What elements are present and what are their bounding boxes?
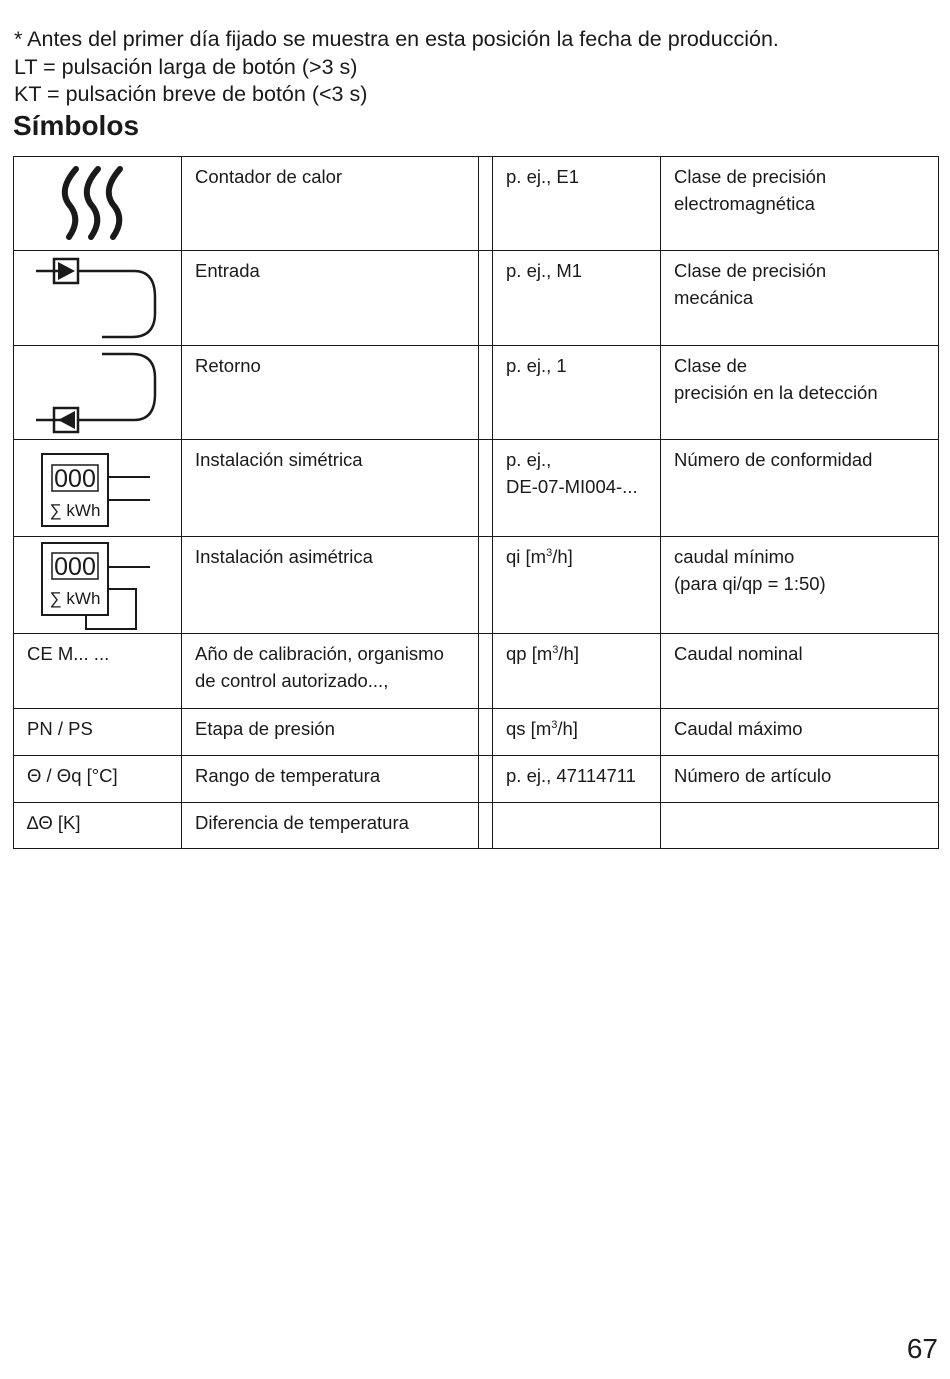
symmetric-installation-icon [14,440,182,536]
code-cell [493,803,661,849]
column-gap [479,634,493,709]
meaning-cell: Número de artículo [661,756,939,803]
meaning-cell [661,537,939,634]
symbol-cell [14,440,182,537]
page-number: 67 [906,1333,938,1364]
asymmetric-installation-icon [14,537,182,633]
column-gap [479,756,493,803]
table-row [14,756,939,803]
description-cell: Instalación asimétrica [182,537,479,634]
code-cell [493,440,661,537]
flow-return-icon [14,346,182,439]
meaning-cell [661,251,939,346]
description-line: de control autorizado..., [195,669,389,691]
symbol-cell [14,157,182,251]
meaning-line: precisión en la detección [674,381,878,403]
code-line: DE-07-MI004-... [506,475,638,497]
table-row [14,346,939,440]
code-tail: /h] [558,643,579,664]
symbol-cell: PN / PS [14,709,182,756]
heat-meter-icon [14,157,182,250]
column-gap [479,440,493,537]
description-cell: Entrada [182,251,479,346]
code-cell: p. ej., 47114711 [493,756,661,803]
meaning-cell [661,157,939,251]
code-cell: p. ej., M1 [493,251,661,346]
description-cell: Etapa de presión [182,709,479,756]
flow-inlet-icon [14,251,182,345]
code-tail: /h] [552,546,573,567]
code-tail: /h] [557,718,578,739]
meaning-line: Clase de [674,355,748,376]
symbol-cell [14,346,182,440]
table-row [14,537,939,634]
code-cell: p. ej., E1 [493,157,661,251]
symbol-cell [14,537,182,634]
meaning-cell [661,346,939,440]
description-cell: Instalación simétrica [182,440,479,537]
meter-digits: 000 [54,553,96,581]
description-cell: Contador de calor [182,157,479,251]
meter-unit: ∑ kWh [49,501,101,520]
code-base: qp [m [506,643,553,664]
meter-unit: ∑ kWh [49,589,101,608]
description-cell: Diferencia de temperatura [182,803,479,849]
table-row [14,709,939,756]
table-row [14,157,939,251]
meaning-line: electromagnética [674,192,815,214]
code-base: qs [m [506,718,552,739]
column-gap [479,251,493,346]
meaning-line: mecánica [674,286,754,308]
table-row [14,440,939,537]
code-superscript: 3 [546,547,553,559]
description-cell: Retorno [182,346,479,440]
symbol-cell [14,251,182,346]
meaning-cell [661,803,939,849]
description-cell: Rango de temperatura [182,756,479,803]
code-superscript: 3 [551,719,558,731]
column-gap [479,346,493,440]
code-superscript: 3 [552,644,559,656]
table-row [14,634,939,709]
code-cell [493,634,661,709]
section-heading: Símbolos [13,110,140,141]
column-gap [479,537,493,634]
meaning-line: Clase de precisión [674,166,827,187]
meaning-line: (para qi/qp = 1:50) [674,572,826,594]
meaning-line: caudal mínimo [674,546,795,567]
meaning-cell: Número de conformidad [661,440,939,537]
symbol-cell: Θ / Θq [°C] [14,756,182,803]
notes [14,26,779,109]
meaning-cell: Caudal máximo [661,709,939,756]
description-line: Año de calibración, organismo [195,643,444,664]
code-cell: p. ej., 1 [493,346,661,440]
code-cell [493,709,661,756]
table-row [14,251,939,346]
column-gap [479,709,493,756]
note-line: KT = pulsación breve de botón (<3 s) [14,82,368,106]
code-line: p. ej., [506,449,552,470]
note-line: LT = pulsación larga de botón (>3 s) [14,54,358,79]
symbol-cell: CE M... ... [14,634,182,709]
column-gap [479,157,493,251]
symbols-table [13,156,939,849]
column-gap [479,803,493,849]
description-cell [182,634,479,709]
code-cell [493,537,661,634]
symbol-cell: ∆Θ [K] [14,803,182,849]
meaning-line: Clase de precisión [674,260,827,281]
table-row [14,803,939,849]
meaning-cell: Caudal nominal [661,634,939,709]
note-line: * Antes del primer día fijado se muestra en esta posición la fecha de producción. [14,27,779,51]
meter-digits: 000 [54,465,96,493]
code-base: qi [m [506,546,547,567]
